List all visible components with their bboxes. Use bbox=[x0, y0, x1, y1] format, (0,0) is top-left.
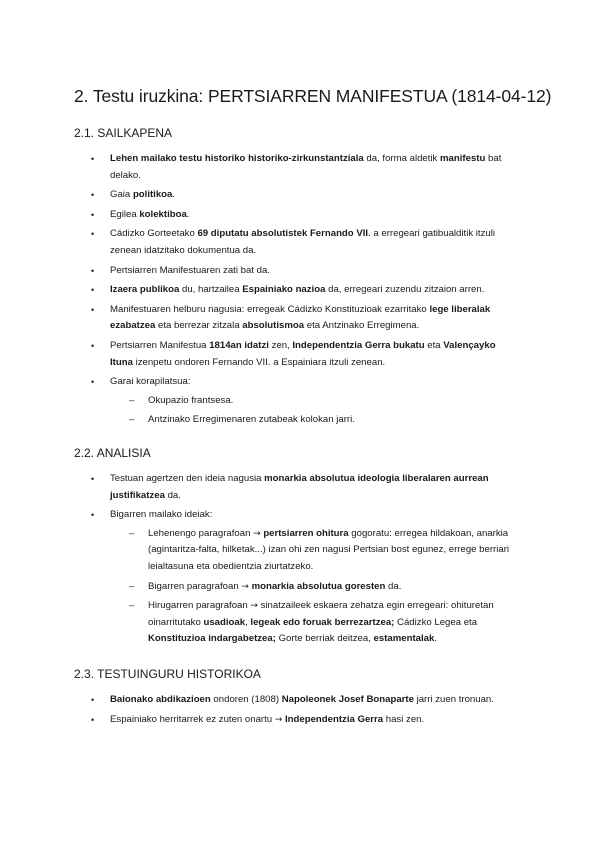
list-item: • Lehen mailako testu historiko historiko-zirkunstantziala da, forma aldetik manifestu bat delako. bbox=[91, 153, 502, 181]
bold-text: pertsiarren ohitura bbox=[263, 527, 349, 539]
bold-text: politikoa bbox=[132, 189, 173, 201]
bullet-icon: • bbox=[91, 340, 95, 351]
section-list-analisia bbox=[0, 471, 599, 651]
list-item: • Manifestuaren helburu nagusia: erregeak Cádizko Konstituzioak ezarritako lege liberalak ezabatzea eta berrezar zitzala absolutismoa eta Antzinako Erregimena. bbox=[91, 303, 491, 332]
bold-text: estamentalak bbox=[373, 633, 435, 645]
bullet-icon: • bbox=[91, 714, 95, 725]
sub-list-item: – Bigarren paragrafoan → monarkia absolutua goresten da. bbox=[110, 579, 519, 596]
sub-list bbox=[110, 393, 519, 429]
bold-text: absolutismoa bbox=[242, 320, 305, 332]
bullet-icon: • bbox=[91, 474, 95, 484]
dash-bullet-icon: – bbox=[129, 394, 135, 406]
list-item: • Cádizko Gorteetako 69 diputatu absolutistek Fernando VII. a erregeari gatibualditik itzuli zenean idatzitako dokumentua da. bbox=[91, 228, 495, 256]
dash-bullet-icon: – bbox=[129, 580, 135, 592]
bold-text: usadioak bbox=[203, 616, 246, 628]
bold-text: 1814an idatzi bbox=[209, 339, 269, 351]
arrow-right-icon: → bbox=[241, 581, 249, 592]
dash-bullet-icon: – bbox=[129, 414, 135, 426]
bold-text: Valençayko Ituna bbox=[110, 339, 496, 368]
bullet-icon: • bbox=[91, 154, 95, 164]
sub-list-item: – Antzinako Erregimenaren zutabeak kolokan jarri. bbox=[110, 412, 519, 429]
bold-text: manifestu bbox=[440, 153, 486, 164]
bold-text: monarkia absolutua goresten bbox=[251, 580, 386, 592]
bold-text: lege liberalak ezabatzea bbox=[110, 303, 491, 332]
bold-text: Izaera publikoa bbox=[110, 284, 180, 296]
bold-text: Konstituzioa indargabetzea; bbox=[148, 633, 276, 645]
list-item: • Espainiako herritarrek ez zuten onartu → Independentzia Gerra hasi zen. bbox=[0, 712, 599, 729]
bold-text: 69 diputatu absolutistek Fernando VII bbox=[197, 228, 369, 240]
bold-text: Lehen mailako testu historiko historiko-zirkunstantziala bbox=[110, 153, 364, 164]
list-item: • Testuan agertzen den ideia nagusia monarkia absolutua ideologia liberalaren aurrean justifikatzea da. bbox=[91, 473, 489, 501]
bold-text: Espainiako nazioa bbox=[242, 284, 326, 296]
bold-text: Independentzia Gerra bukatu bbox=[292, 339, 425, 351]
list-item: • Garai korapilatsua: – Okupazio frantsesa. – Antzinako Erregimenaren zutabeak kolokan jarri. bbox=[0, 374, 599, 429]
bold-text: kolektiboa bbox=[139, 208, 187, 220]
bullet-icon: • bbox=[91, 229, 95, 240]
sub-list-item: – Lehenengo paragrafoan → pertsiarren ohitura gogoratu: erregea hildakoan, anarkia (agintaritza-falta, hilketak...) izan ohi zen nagusi Pertsian bost egunez, errege berriari leialtasuna eta obedientzia ziurtatzeko. bbox=[129, 527, 510, 572]
document-title: 2. Testu iruzkina: PERTSIARREN MANIFESTUA (1814-04-12) bbox=[74, 86, 552, 106]
bullet-icon: • bbox=[91, 510, 95, 521]
bullet-icon: • bbox=[91, 265, 95, 276]
section-list-sailkapena bbox=[0, 151, 599, 432]
arrow-right-icon: → bbox=[253, 528, 261, 539]
bold-text: monarkia absolutua ideologia liberalaren aurrean justifikatzea bbox=[110, 473, 489, 501]
bold-text: Independentzia Gerra bbox=[285, 713, 384, 725]
list-item: • Izaera publikoa du, hartzailea Espainiako nazioa da, erregeari zuzendu zitzaion arren. bbox=[0, 282, 599, 299]
dash-bullet-icon: – bbox=[129, 600, 135, 612]
section-list-testuinguru-historikoa bbox=[0, 692, 599, 731]
section-heading-testuinguru-historikoa: 2.3. TESTUINGURU HISTORIKOA bbox=[74, 667, 261, 681]
bold-text: legeak edo foruak berrezartzea; bbox=[250, 616, 395, 628]
bullet-icon: • bbox=[91, 695, 95, 705]
list-item: • Egilea kolektiboa. bbox=[0, 207, 599, 224]
dash-bullet-icon: – bbox=[129, 527, 135, 539]
bold-text: Baionako abdikazioen bbox=[110, 694, 211, 705]
bold-text: Napoleonek Josef Bonaparte bbox=[281, 694, 414, 705]
list-item: • Pertsiarren Manifestua 1814an idatzi zen, Independentzia Gerra bukatu eta Valençayko Ituna izenpetu ondoren Fernando VII. a Espainiara itzuli zenean. bbox=[91, 339, 496, 368]
section-heading-sailkapena: 2.1. SAILKAPENA bbox=[74, 126, 173, 140]
bullet-icon: • bbox=[91, 377, 95, 388]
arrow-right-icon: → bbox=[274, 714, 283, 725]
bullet-icon: • bbox=[91, 209, 95, 220]
list-item: • Gaia politikoa. bbox=[0, 187, 599, 204]
sub-list bbox=[110, 526, 519, 648]
section-heading-analisia: 2.2. ANALISIA bbox=[74, 446, 151, 460]
arrow-right-icon: → bbox=[250, 601, 258, 612]
sub-list-item: – Hirugarren paragrafoan → sinatzaileek eskaera zehatza egin erregeari: ohituretan oinarritutako usadioak, legeak edo foruak berrezartzea; Cádizko Legea eta Konstituzioa indargabetzea; Gorte berriak deitzea, estamentalak. bbox=[129, 600, 494, 645]
bullet-icon: • bbox=[91, 304, 95, 315]
sub-list-item: – Okupazio frantsesa. bbox=[110, 393, 519, 410]
list-item: • Pertsiarren Manifestuaren zati bat da. bbox=[0, 263, 599, 280]
bullet-icon: • bbox=[91, 285, 95, 296]
bullet-icon: • bbox=[91, 190, 95, 201]
list-item: • Bigarren mailako ideiak: – Lehenengo paragrafoan → pertsiarren ohitura gogoratu: erregea hildakoan, anarkia (agintaritza-falta, hilketak...) izan ohi zen nagusi Pertsian bost egunez, errege berriari leialtasuna eta obedientzia ziurtatzeko. – Bigarren paragrafoan → monarkia absolutua goresten da. – Hirugarren paragrafoan → sinatzaileek eskaera zehatza egin erregeari: ohituretan oinarritutako usadioak, legeak edo foruak berrezartzea; Cádizko Legea eta Konstituzioa indargabetzea; Gorte berriak deitzea, estamentalak. bbox=[0, 507, 599, 648]
list-item: • Baionako abdikazioen ondoren (1808) Napoleonek Josef Bonaparte jarri zuen tronuan. bbox=[0, 692, 599, 709]
